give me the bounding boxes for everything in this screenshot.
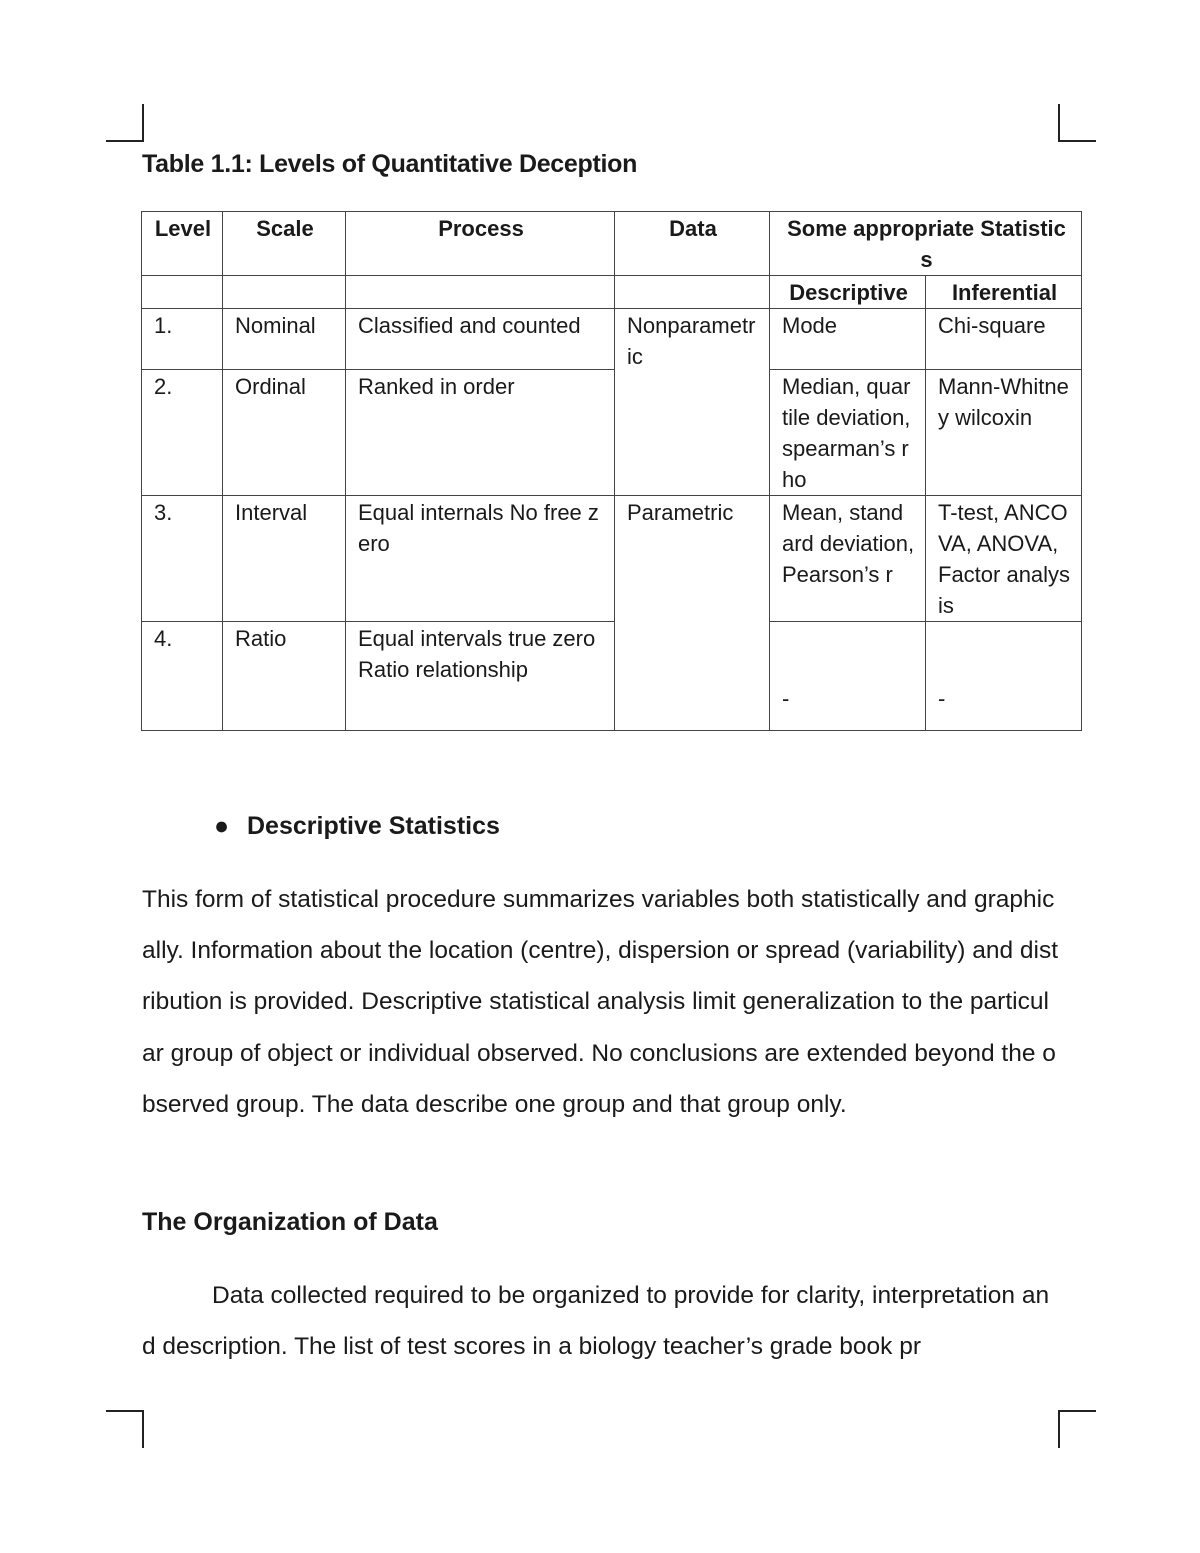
cell-inferential: Chi-square [926,309,1082,370]
header-data: Data [615,212,770,276]
cell-data-nonparametric: Nonparametric [615,309,770,496]
table-row [142,496,1082,622]
table-row [142,622,1082,731]
header-statistics: Some appropriate Statistics [770,212,1082,276]
cell-process: Ranked in order [346,370,615,496]
subheader-empty [615,276,770,309]
cell-data-parametric: Parametric [615,496,770,731]
cell-level: 4. [142,622,223,731]
descriptive-paragraph: This form of statistical procedure summarizes variables both statistically and graphically. Information about the location (centre), dispersion or spread (variability) and distribution is provided. Descriptive statistical analysis limit generalization to the particular group of object or individual observed. No conclusions are extended beyond the observed group. The data describe one group and that group only. [142,886,1059,1118]
cell-process: Equal internals No free zero [346,496,615,622]
cell-descriptive: - [770,622,926,731]
cell-scale: Nominal [223,309,346,370]
cell-inferential: Mann-Whitney wilcoxin [926,370,1082,496]
cell-inferential: - [926,622,1082,731]
header-level: Level [142,212,223,276]
bullet-dot-icon: ● [214,812,230,840]
crop-mark-top-left [106,104,144,142]
subheader-empty [223,276,346,309]
header-row [142,212,1082,276]
subheader-empty [142,276,223,309]
subheader-row [142,276,1082,309]
cell-level: 3. [142,496,223,622]
cell-scale: Ratio [223,622,346,731]
subheader-empty [346,276,615,309]
section-heading: The Organization of Data [142,1208,438,1236]
bullet-heading [214,812,500,841]
header-inferential: Inferential [926,276,1082,309]
cell-descriptive: Mode [770,309,926,370]
header-process: Process [346,212,615,276]
organization-paragraph: Data collected required to be organized to provide for clarity, interpretation and description. The list of test scores in a biology teacher’s grade book pr [142,1282,1050,1361]
crop-mark-top-right [1058,104,1096,142]
header-descriptive: Descriptive [770,276,926,309]
table-row [142,370,1082,496]
cell-level: 1. [142,309,223,370]
cell-descriptive: Median, quartile deviation, spearman’s rho [770,370,926,496]
cell-process: Equal intervals true zero Ratio relationship [346,622,615,731]
crop-mark-bottom-left [106,1410,144,1448]
levels-table [141,211,1082,731]
bullet-heading-text: Descriptive Statistics [247,812,500,840]
table-title: Table 1.1: Levels of Quantitative Deception [142,150,638,178]
cell-descriptive: Mean, standard deviation, Pearson’s r [770,496,926,622]
table-row [142,309,1082,370]
cell-inferential: T-test, ANCOVA, ANOVA, Factor analysis [926,496,1082,622]
crop-mark-bottom-right [1058,1410,1096,1448]
cell-scale: Ordinal [223,370,346,496]
cell-process: Classified and counted [346,309,615,370]
cell-level: 2. [142,370,223,496]
cell-scale: Interval [223,496,346,622]
header-scale: Scale [223,212,346,276]
